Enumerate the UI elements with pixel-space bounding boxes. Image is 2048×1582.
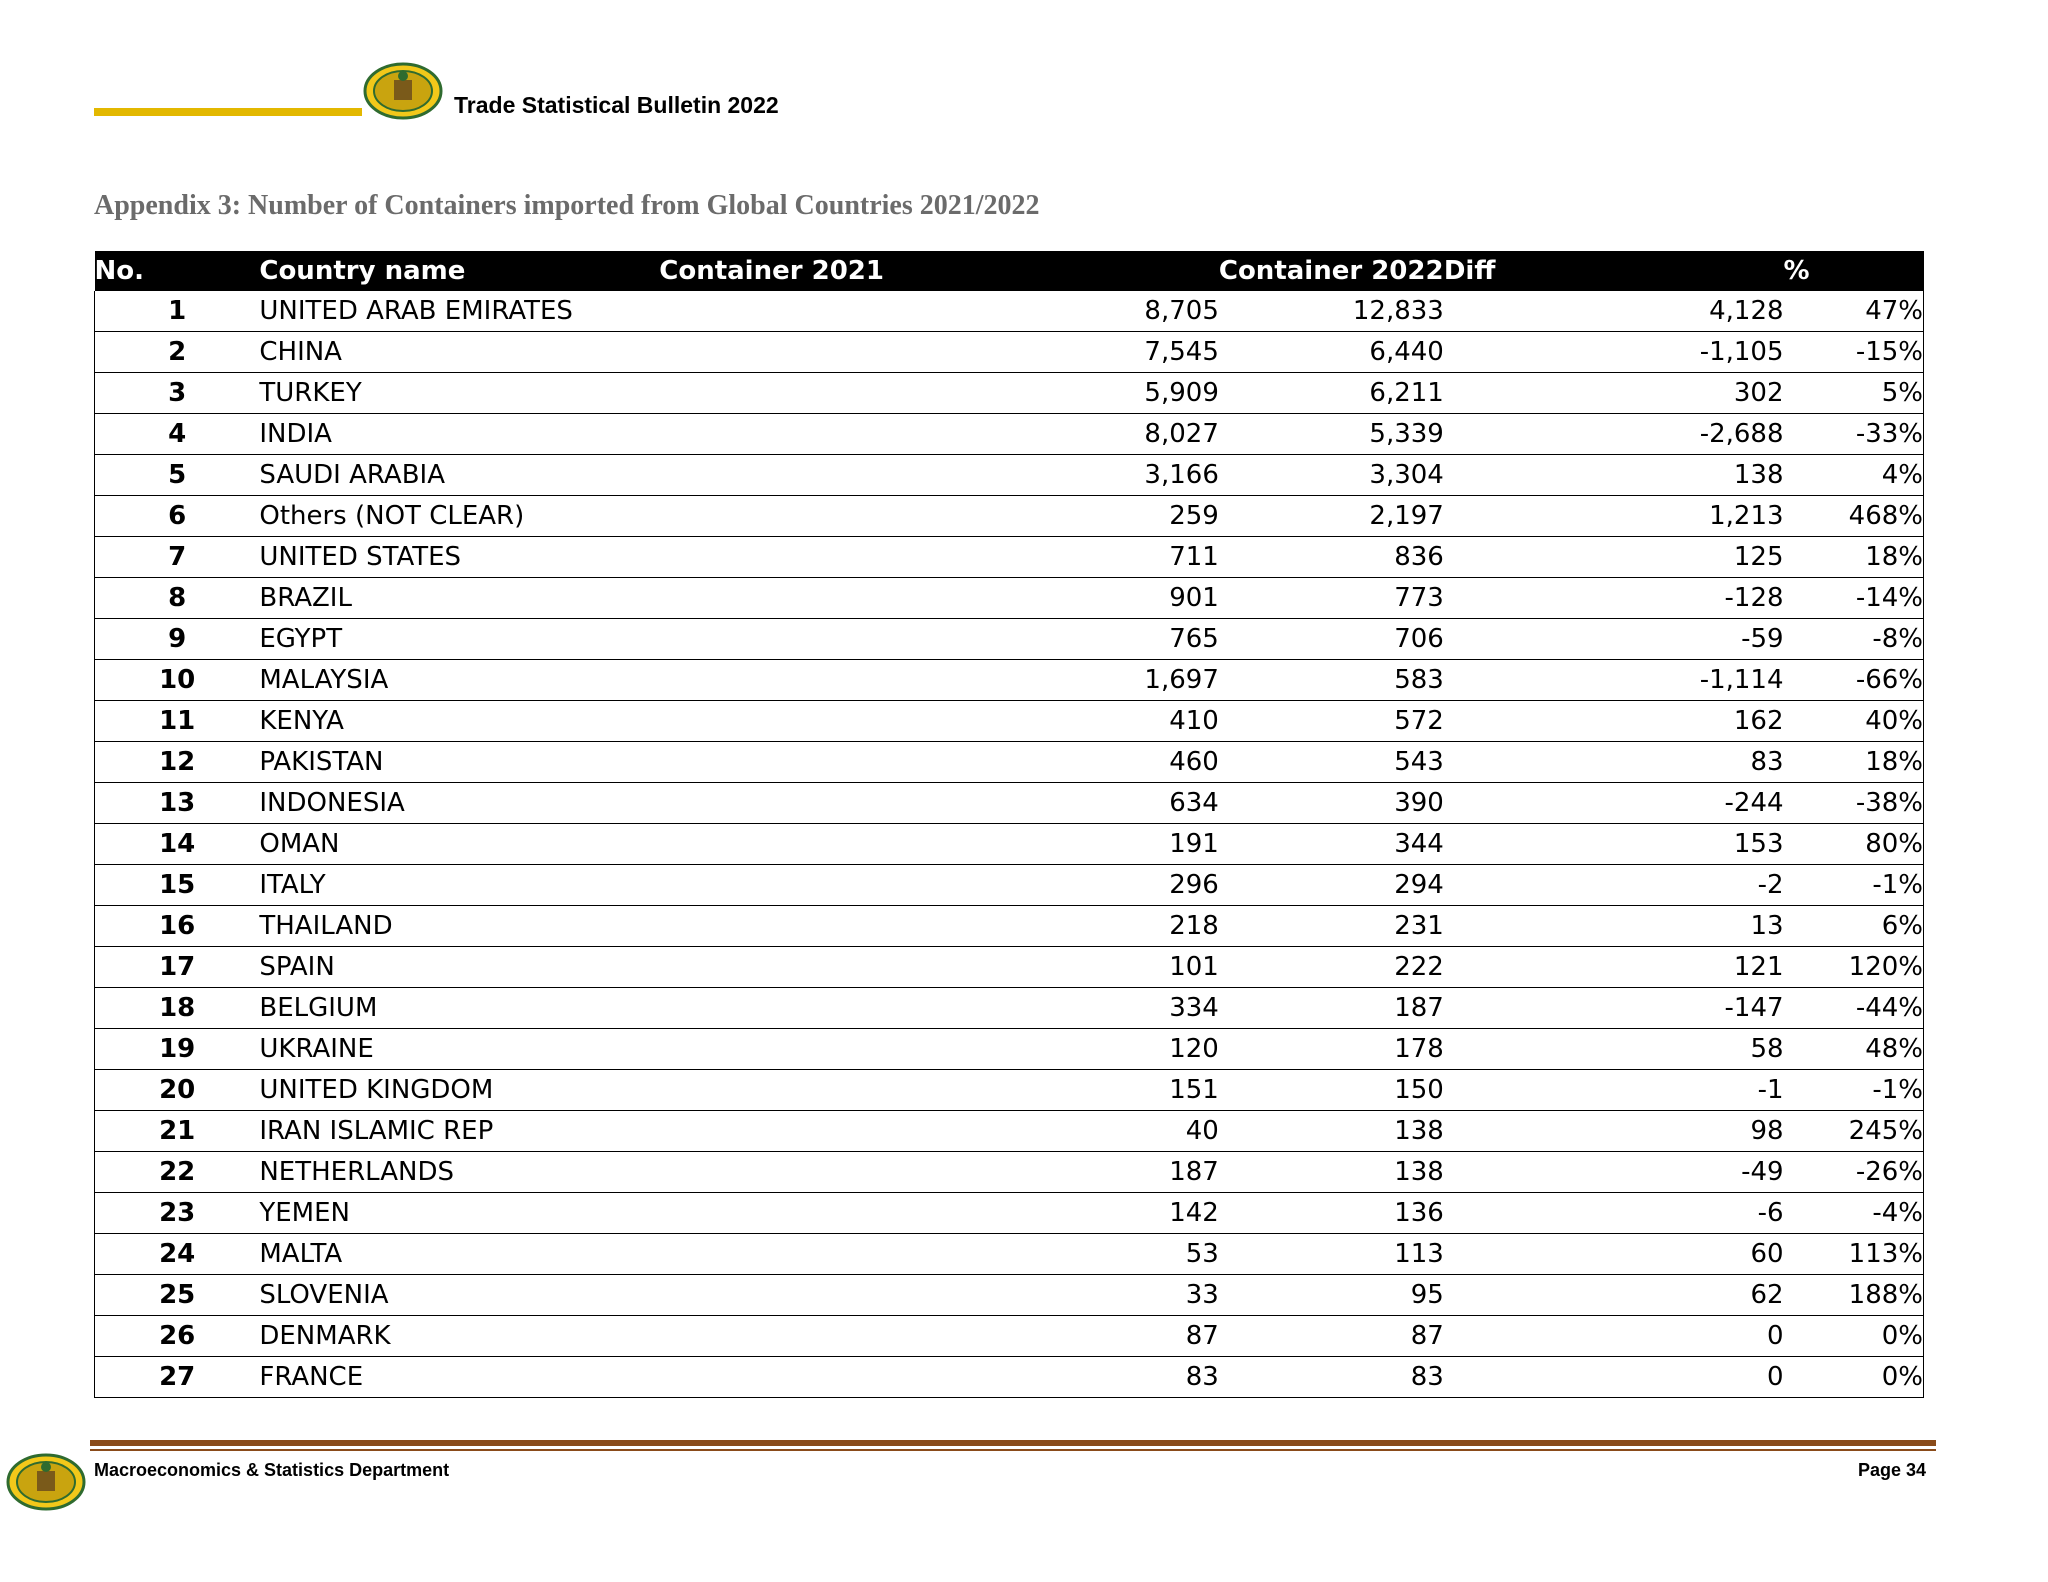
row-number: 12 — [95, 742, 260, 783]
table-row — [95, 865, 1924, 906]
diff-value: -128 — [1444, 578, 1784, 619]
percent-value: 0% — [1784, 1357, 1924, 1398]
percent-value: -15% — [1784, 332, 1924, 373]
container-2021: 33 — [659, 1275, 1219, 1316]
percent-value: 4% — [1784, 455, 1924, 496]
container-2022: 113 — [1219, 1234, 1444, 1275]
table-row — [95, 537, 1924, 578]
country-name: SAUDI ARABIA — [259, 455, 659, 496]
table-row — [95, 1234, 1924, 1275]
percent-value: 40% — [1784, 701, 1924, 742]
country-name: INDONESIA — [259, 783, 659, 824]
diff-value: -6 — [1444, 1193, 1784, 1234]
container-2021: 218 — [659, 906, 1219, 947]
row-number: 26 — [95, 1316, 260, 1357]
diff-value: 121 — [1444, 947, 1784, 988]
country-name: UNITED STATES — [259, 537, 659, 578]
percent-value: -26% — [1784, 1152, 1924, 1193]
container-2021: 711 — [659, 537, 1219, 578]
container-2021: 151 — [659, 1070, 1219, 1111]
country-name: INDIA — [259, 414, 659, 455]
container-2022: 83 — [1219, 1357, 1444, 1398]
container-2021: 120 — [659, 1029, 1219, 1070]
table-row — [95, 455, 1924, 496]
percent-value: -66% — [1784, 660, 1924, 701]
column-header-container-2022: Container 2022 — [1219, 251, 1444, 291]
coat-of-arms-emblem-icon — [363, 62, 443, 120]
diff-value: 1,213 — [1444, 496, 1784, 537]
percent-value: 18% — [1784, 537, 1924, 578]
diff-value: -1,105 — [1444, 332, 1784, 373]
container-2022: 222 — [1219, 947, 1444, 988]
table-row — [95, 701, 1924, 742]
percent-value: 18% — [1784, 742, 1924, 783]
table-row — [95, 578, 1924, 619]
country-name: MALAYSIA — [259, 660, 659, 701]
diff-value: 125 — [1444, 537, 1784, 578]
container-2022: 12,833 — [1219, 291, 1444, 332]
container-2022: 583 — [1219, 660, 1444, 701]
country-name: TURKEY — [259, 373, 659, 414]
table-row — [95, 660, 1924, 701]
container-2021: 410 — [659, 701, 1219, 742]
column-header-container-2021: Container 2021 — [659, 251, 1219, 291]
diff-value: 162 — [1444, 701, 1784, 742]
diff-value: 138 — [1444, 455, 1784, 496]
container-2021: 8,027 — [659, 414, 1219, 455]
diff-value: 0 — [1444, 1316, 1784, 1357]
table-row — [95, 1357, 1924, 1398]
container-2022: 3,304 — [1219, 455, 1444, 496]
row-number: 15 — [95, 865, 260, 906]
container-2022: 136 — [1219, 1193, 1444, 1234]
column-header-diff: Diff — [1444, 251, 1784, 291]
percent-value: -14% — [1784, 578, 1924, 619]
percent-value: -38% — [1784, 783, 1924, 824]
container-2022: 6,440 — [1219, 332, 1444, 373]
table-row — [95, 291, 1924, 332]
table-row — [95, 1029, 1924, 1070]
container-2022: 231 — [1219, 906, 1444, 947]
column-header-percent: % — [1784, 251, 1924, 291]
diff-value: -49 — [1444, 1152, 1784, 1193]
container-2022: 390 — [1219, 783, 1444, 824]
column-header-no: No. — [95, 251, 260, 291]
percent-value: -1% — [1784, 1070, 1924, 1111]
container-2022: 543 — [1219, 742, 1444, 783]
percent-value: 468% — [1784, 496, 1924, 537]
table-row — [95, 1070, 1924, 1111]
table-row — [95, 988, 1924, 1029]
row-number: 10 — [95, 660, 260, 701]
country-name: CHINA — [259, 332, 659, 373]
diff-value: -244 — [1444, 783, 1784, 824]
country-name: IRAN ISLAMIC REP — [259, 1111, 659, 1152]
percent-value: 80% — [1784, 824, 1924, 865]
row-number: 4 — [95, 414, 260, 455]
percent-value: -33% — [1784, 414, 1924, 455]
container-2022: 178 — [1219, 1029, 1444, 1070]
diff-value: -59 — [1444, 619, 1784, 660]
container-2021: 334 — [659, 988, 1219, 1029]
appendix-title: Appendix 3: Number of Containers imported from Global Countries 2021/2022 — [94, 190, 1040, 221]
container-2021: 5,909 — [659, 373, 1219, 414]
country-name: OMAN — [259, 824, 659, 865]
container-2022: 6,211 — [1219, 373, 1444, 414]
container-2021: 3,166 — [659, 455, 1219, 496]
container-2021: 1,697 — [659, 660, 1219, 701]
row-number: 3 — [95, 373, 260, 414]
container-2021: 83 — [659, 1357, 1219, 1398]
row-number: 19 — [95, 1029, 260, 1070]
percent-value: 47% — [1784, 291, 1924, 332]
percent-value: -8% — [1784, 619, 1924, 660]
percent-value: -4% — [1784, 1193, 1924, 1234]
table-row — [95, 619, 1924, 660]
percent-value: 48% — [1784, 1029, 1924, 1070]
row-number: 17 — [95, 947, 260, 988]
row-number: 14 — [95, 824, 260, 865]
row-number: 1 — [95, 291, 260, 332]
diff-value: 83 — [1444, 742, 1784, 783]
row-number: 2 — [95, 332, 260, 373]
footer-rule-thin — [90, 1449, 1936, 1451]
bulletin-title: Trade Statistical Bulletin 2022 — [454, 92, 779, 118]
coat-of-arms-emblem-icon — [6, 1453, 86, 1511]
row-number: 5 — [95, 455, 260, 496]
diff-value: 4,128 — [1444, 291, 1784, 332]
row-number: 22 — [95, 1152, 260, 1193]
country-name: EGYPT — [259, 619, 659, 660]
country-name: SPAIN — [259, 947, 659, 988]
container-2022: 138 — [1219, 1152, 1444, 1193]
diff-value: -2,688 — [1444, 414, 1784, 455]
container-2021: 191 — [659, 824, 1219, 865]
country-name: THAILAND — [259, 906, 659, 947]
container-2021: 7,545 — [659, 332, 1219, 373]
container-2021: 40 — [659, 1111, 1219, 1152]
container-2022: 187 — [1219, 988, 1444, 1029]
percent-value: 245% — [1784, 1111, 1924, 1152]
country-name: FRANCE — [259, 1357, 659, 1398]
diff-value: -1 — [1444, 1070, 1784, 1111]
table-row — [95, 1193, 1924, 1234]
table-row — [95, 496, 1924, 537]
diff-value: 58 — [1444, 1029, 1784, 1070]
container-2021: 87 — [659, 1316, 1219, 1357]
container-2021: 101 — [659, 947, 1219, 988]
table-row — [95, 1111, 1924, 1152]
container-2021: 187 — [659, 1152, 1219, 1193]
table-row — [95, 742, 1924, 783]
percent-value: 6% — [1784, 906, 1924, 947]
table-header-row — [95, 251, 1924, 291]
container-2021: 634 — [659, 783, 1219, 824]
table-row — [95, 1152, 1924, 1193]
container-2021: 259 — [659, 496, 1219, 537]
row-number: 11 — [95, 701, 260, 742]
country-name: BRAZIL — [259, 578, 659, 619]
country-name: MALTA — [259, 1234, 659, 1275]
container-2022: 138 — [1219, 1111, 1444, 1152]
row-number: 16 — [95, 906, 260, 947]
row-number: 27 — [95, 1357, 260, 1398]
row-number: 13 — [95, 783, 260, 824]
diff-value: 302 — [1444, 373, 1784, 414]
container-2021: 460 — [659, 742, 1219, 783]
table-row — [95, 824, 1924, 865]
diff-value: -1,114 — [1444, 660, 1784, 701]
table-row — [95, 1316, 1924, 1357]
country-name: UNITED ARAB EMIRATES — [259, 291, 659, 332]
country-name: UKRAINE — [259, 1029, 659, 1070]
row-number: 6 — [95, 496, 260, 537]
country-name: SLOVENIA — [259, 1275, 659, 1316]
row-number: 7 — [95, 537, 260, 578]
table-row — [95, 783, 1924, 824]
row-number: 21 — [95, 1111, 260, 1152]
containers-table — [94, 251, 1924, 1398]
diff-value: 60 — [1444, 1234, 1784, 1275]
table-row — [95, 373, 1924, 414]
container-2022: 836 — [1219, 537, 1444, 578]
container-2022: 5,339 — [1219, 414, 1444, 455]
row-number: 25 — [95, 1275, 260, 1316]
container-2022: 2,197 — [1219, 496, 1444, 537]
diff-value: 153 — [1444, 824, 1784, 865]
footer-rule — [90, 1440, 1936, 1446]
percent-value: 120% — [1784, 947, 1924, 988]
percent-value: 188% — [1784, 1275, 1924, 1316]
footer-page-number: Page 34 — [1858, 1460, 1927, 1480]
container-2021: 901 — [659, 578, 1219, 619]
container-2022: 572 — [1219, 701, 1444, 742]
percent-value: 113% — [1784, 1234, 1924, 1275]
country-name: DENMARK — [259, 1316, 659, 1357]
country-name: YEMEN — [259, 1193, 659, 1234]
container-2022: 87 — [1219, 1316, 1444, 1357]
row-number: 8 — [95, 578, 260, 619]
table-row — [95, 414, 1924, 455]
header-accent-bar — [94, 108, 362, 116]
diff-value: 98 — [1444, 1111, 1784, 1152]
row-number: 20 — [95, 1070, 260, 1111]
country-name: NETHERLANDS — [259, 1152, 659, 1193]
country-name: ITALY — [259, 865, 659, 906]
container-2022: 773 — [1219, 578, 1444, 619]
row-number: 23 — [95, 1193, 260, 1234]
diff-value: 0 — [1444, 1357, 1784, 1398]
percent-value: 0% — [1784, 1316, 1924, 1357]
percent-value: 5% — [1784, 373, 1924, 414]
row-number: 18 — [95, 988, 260, 1029]
country-name: BELGIUM — [259, 988, 659, 1029]
row-number: 9 — [95, 619, 260, 660]
container-2021: 53 — [659, 1234, 1219, 1275]
diff-value: -2 — [1444, 865, 1784, 906]
container-2021: 142 — [659, 1193, 1219, 1234]
container-2022: 150 — [1219, 1070, 1444, 1111]
diff-value: -147 — [1444, 988, 1784, 1029]
container-2022: 344 — [1219, 824, 1444, 865]
diff-value: 62 — [1444, 1275, 1784, 1316]
row-number: 24 — [95, 1234, 260, 1275]
container-2021: 296 — [659, 865, 1219, 906]
country-name: PAKISTAN — [259, 742, 659, 783]
diff-value: 13 — [1444, 906, 1784, 947]
table-row — [95, 906, 1924, 947]
container-2021: 8,705 — [659, 291, 1219, 332]
table-row — [95, 332, 1924, 373]
table-row — [95, 1275, 1924, 1316]
footer-department: Macroeconomics & Statistics Department — [94, 1460, 450, 1480]
container-2022: 706 — [1219, 619, 1444, 660]
percent-value: -44% — [1784, 988, 1924, 1029]
table-row — [95, 947, 1924, 988]
column-header-country: Country name — [259, 251, 659, 291]
country-name: KENYA — [259, 701, 659, 742]
country-name: UNITED KINGDOM — [259, 1070, 659, 1111]
country-name: Others (NOT CLEAR) — [259, 496, 659, 537]
percent-value: -1% — [1784, 865, 1924, 906]
container-2022: 95 — [1219, 1275, 1444, 1316]
container-2021: 765 — [659, 619, 1219, 660]
container-2022: 294 — [1219, 865, 1444, 906]
